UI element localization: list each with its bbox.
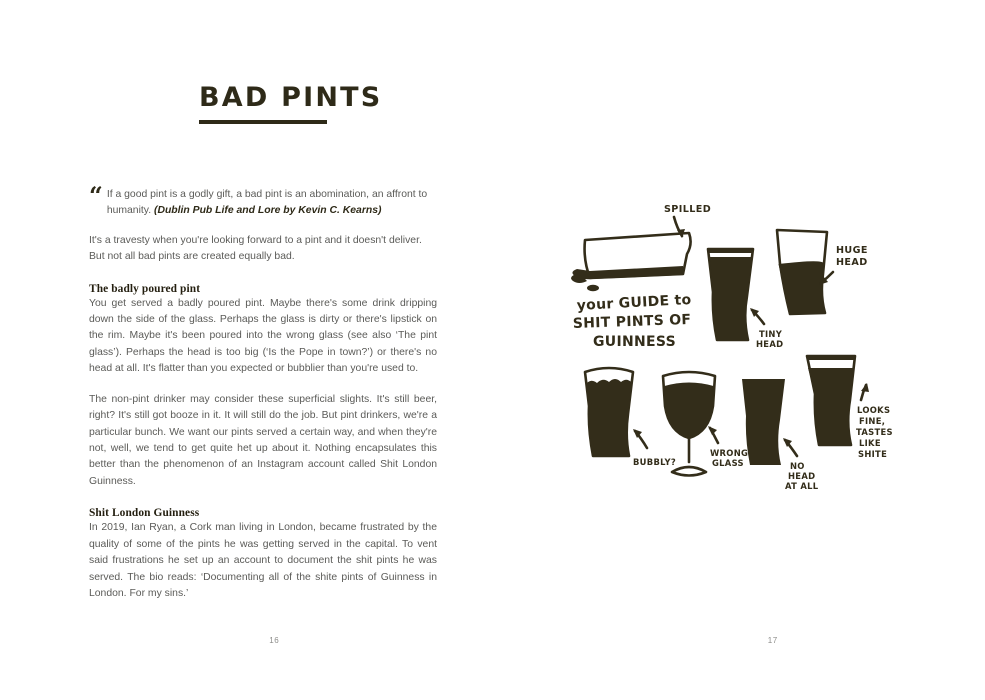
quote-source: (Dublin Pub Life and Lore by Kevin C. Kearns) xyxy=(153,204,382,216)
illustration-title-line-3: GUINNESS xyxy=(592,334,676,350)
huge-head-glass xyxy=(777,230,827,314)
right-page xyxy=(493,0,985,700)
illustration-title-line-2: SHIT PINTS OF xyxy=(572,311,692,332)
label-wrong-glass xyxy=(708,426,748,468)
section-paragraph: In 2019, Ian Ryan, a Cork man living in London, became frustrated by the quality of some of the pints he was getting served in the capital. To vent said frustrations he set up an account to document the shit pints he was served. The bio reads: ‘Documenting all of the shite pints of Guinness in London. For my sins.’ xyxy=(89,522,437,600)
label-no-head-at-all xyxy=(783,438,819,490)
label-bubbly xyxy=(633,429,676,467)
label-looks-fine-line-2: FINE, xyxy=(858,416,885,426)
page-number-left: 16 xyxy=(269,636,280,645)
label-looks-fine-line-3: TASTES xyxy=(855,427,893,437)
spilled-glass xyxy=(571,233,691,291)
section-heading-badly-poured-pint: The badly poured pint xyxy=(89,282,201,295)
label-looks-fine-line-1: LOOKS xyxy=(856,405,890,415)
section-paragraph: You get served a badly poured pint. Maybe there's some drink dripping down the side of the glass. Perhaps the glass is dirty or there's lipstick on the rim. Maybe it's been poured into the wrong glass (see also ‘The pint glass’). Perhaps the head is too big (‘Is the Pope in town?’) or there's no head at all. It's flatter than you expected or bubblier than you're used to. xyxy=(89,297,437,375)
left-page-text-column xyxy=(89,84,437,603)
bubbly-glass xyxy=(585,368,633,456)
label-looks-fine-tastes-like-shite xyxy=(856,383,893,459)
label-tiny-head-line-2: HEAD xyxy=(755,339,783,349)
illustration-svg xyxy=(571,200,901,490)
label-huge-head-line-2: HEAD xyxy=(835,257,868,268)
no-head-glass xyxy=(742,379,785,465)
page-title: BAD PINTS xyxy=(199,82,383,113)
label-no-head-line-2: HEAD xyxy=(787,471,815,481)
quote-mark-icon: “ xyxy=(89,181,103,210)
page-number-right: 17 xyxy=(767,636,778,645)
label-wrong-glass-line-1: WRONG xyxy=(709,448,748,458)
label-no-head-line-3: AT ALL xyxy=(784,481,818,490)
label-looks-fine-line-5: SHITE xyxy=(857,449,887,459)
illustration-title xyxy=(572,292,691,350)
label-no-head-line-1: NO xyxy=(789,461,805,471)
illustration-title-line-1: your GUIDE to xyxy=(575,292,692,314)
label-looks-fine-line-4: LIKE xyxy=(858,438,881,448)
label-tiny-head xyxy=(750,308,783,349)
tiny-head-glass xyxy=(708,249,753,340)
pull-quote xyxy=(89,181,437,219)
label-wrong-glass-line-2: GLASS xyxy=(711,458,744,468)
section-heading-shit-london-guinness: Shit London Guinness xyxy=(89,507,200,520)
label-bubbly-text: BUBBLY? xyxy=(632,457,676,467)
looks-fine-glass xyxy=(807,356,855,445)
quote-text: If a good pint is a godly gift, a bad pint is an abomination, an affront to humanity. xyxy=(106,189,428,216)
label-huge-head-line-1: HUGE xyxy=(835,245,868,256)
label-tiny-head-line-1: TINY xyxy=(758,329,782,339)
title-underline-rule xyxy=(199,120,327,124)
label-spilled-text: SPILLED xyxy=(663,204,711,215)
intro-paragraph: It's a travesty when you're looking forward to a pint and it doesn't deliver. But not all bad pints are created equally bad. xyxy=(89,234,422,263)
guinness-guide-illustration xyxy=(571,200,901,490)
section-paragraph: The non-pint drinker may consider these superficial slights. It's still beer, right? It's still got booze in it. It will still do the job. But pint drinkers, we're a particular bunch. We want our pints served a certain way, and when they're not, well, we tend to get quite het up about it. Nothing encapsulates this better than the phenomenon of an Instagram account called Shit London Guinness. xyxy=(89,393,437,487)
quote-body xyxy=(107,187,437,219)
